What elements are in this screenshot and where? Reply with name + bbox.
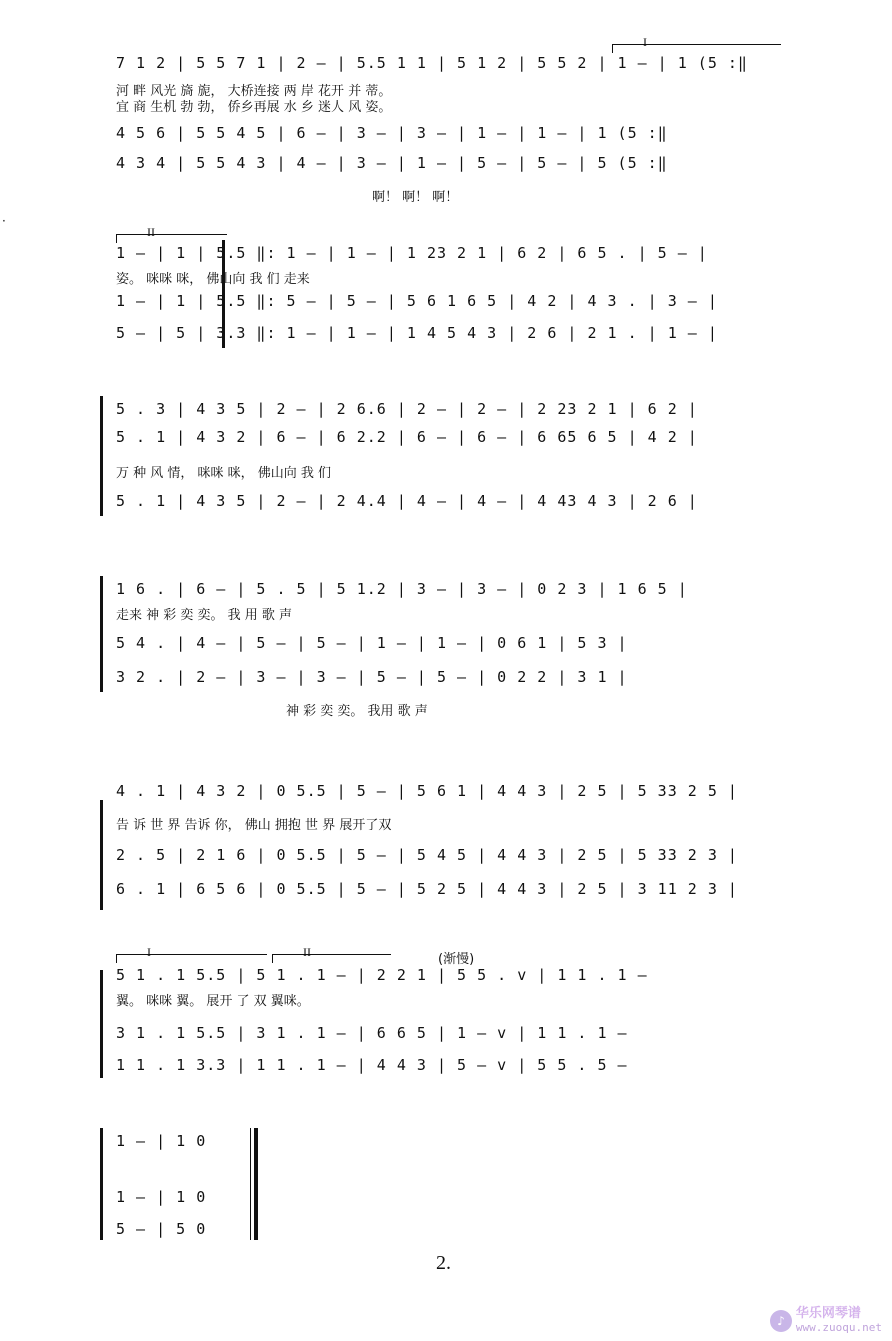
notation-line: 1 — | 1 | 5.5 ‖: 1 — | 1 — | 1 23 2 1 | 6 2 | 6 5 . | 5 — | xyxy=(116,244,708,262)
notation-line: 5 . 1 | 4 3 2 | 6 — | 6 2.2 | 6 — | 6 — | 6 65 6 5 | 4 2 | xyxy=(116,428,698,446)
volta-second-ending: II xyxy=(272,954,391,963)
lyric-line: 告 诉 世 界 告诉 你， 佛山 拥抱 世 界 展开了双 xyxy=(116,818,392,833)
volta-first-ending: I xyxy=(612,44,781,53)
site-watermark xyxy=(770,1307,882,1335)
volta-second-ending: II xyxy=(116,234,227,243)
notation-line: 1 1 . 1 3.3 | 1 1 . 1 — | 4 4 3 | 5 — v | 5 5 . 5 — xyxy=(116,1056,628,1074)
notation-line: 3 1 . 1 5.5 | 3 1 . 1 — | 6 6 5 | 1 — v | 1 1 . 1 — xyxy=(116,1024,628,1042)
volta-first-ending: I xyxy=(116,954,267,963)
notation-line: 2 . 5 | 2 1 6 | 0 5.5 | 5 — | 5 4 5 | 4 4 3 | 2 5 | 5 33 2 3 | xyxy=(116,846,738,864)
lyric-line: 河 畔 风光 旖 旎， 大桥连接 两 岸 花开 并 蒂。 xyxy=(116,84,392,99)
lyric-line: 神 彩 奕 奕。 我用 歌 声 xyxy=(286,704,428,719)
notation-line: 3 2 . | 2 — | 3 — | 3 — | 5 — | 5 — | 0 2 2 | 3 1 | xyxy=(116,668,628,686)
notation-line: 5 1 . 1 5.5 | 5 1 . 1 — | 2 2 1 | 5 5 . v | 1 1 . 1 — xyxy=(116,966,648,984)
notation-line: 1 — | 1 0 xyxy=(116,1132,207,1150)
lyric-line: 翼。 咪咪 翼。 展开 了 双 翼咪。 xyxy=(116,994,310,1009)
notation-line: 4 3 4 | 5 5 4 3 | 4 — | 3 — | 1 — | 5 — | 5 — | 5 (5 :‖ xyxy=(116,154,668,172)
notation-line: 4 5 6 | 5 5 4 5 | 6 — | 3 — | 3 — | 1 — | 1 — | 1 (5 :‖ xyxy=(116,124,668,142)
notation-line: 5 — | 5 | 3.3 ‖: 1 — | 1 — | 1 4 5 4 3 | 2 6 | 2 1 . | 1 — | xyxy=(116,324,718,342)
lyric-line: 万 种 风 情， 咪咪 咪， 佛山向 我 们 xyxy=(116,466,332,481)
notation-line: 7 1 2 | 5 5 7 1 | 2 — | 5.5 1 1 | 5 1 2 | 5 5 2 | 1 — | 1 (5 :‖ xyxy=(116,54,748,72)
notation-line: 5 — | 5 0 xyxy=(116,1220,207,1238)
music-note-icon: ♪ xyxy=(770,1310,792,1332)
notation-line: 1 6 . | 6 — | 5 . 5 | 5 1.2 | 3 — | 3 — | 0 2 3 | 1 6 5 | xyxy=(116,580,688,598)
watermark-url: www.zuoqu.net xyxy=(795,1321,882,1334)
notation-line: 4 . 1 | 4 3 2 | 0 5.5 | 5 — | 5 6 1 | 4 4 3 | 2 5 | 5 33 2 5 | xyxy=(116,782,738,800)
tempo-marking: (渐慢) xyxy=(438,952,475,967)
page-number: 2. xyxy=(436,1252,451,1274)
lyric-line: 姿。 咪咪 咪， 佛山向 我 们 走来 xyxy=(116,272,310,287)
notation-line: 5 . 1 | 4 3 5 | 2 — | 2 4.4 | 4 — | 4 — | 4 43 4 3 | 2 6 | xyxy=(116,492,698,510)
margin-dot: · xyxy=(2,214,6,228)
notation-line: 1 — | 1 0 xyxy=(116,1188,207,1206)
notation-line: 6 . 1 | 6 5 6 | 0 5.5 | 5 — | 5 2 5 | 4 4 3 | 2 5 | 3 11 2 3 | xyxy=(116,880,738,898)
notation-line: 1 — | 1 | 5.5 ‖: 5 — | 5 — | 5 6 1 6 5 | 4 2 | 4 3 . | 3 — | xyxy=(116,292,718,310)
lyric-line: 宜 商 生机 勃 勃， 侨乡再展 水 乡 迷人 风 姿。 xyxy=(116,100,392,115)
notation-line: 5 . 3 | 4 3 5 | 2 — | 2 6.6 | 2 — | 2 — | 2 23 2 1 | 6 2 | xyxy=(116,400,698,418)
watermark-title: 华乐网琴谱 xyxy=(795,1306,861,1321)
final-barline xyxy=(250,1128,258,1240)
lyric-line: 走来 神 彩 奕 奕。 我 用 歌 声 xyxy=(116,608,293,623)
lyric-line: 啊！ 啊！ 啊！ xyxy=(372,190,459,205)
notation-line: 5 4 . | 4 — | 5 — | 5 — | 1 — | 1 — | 0 6 1 | 5 3 | xyxy=(116,634,628,652)
